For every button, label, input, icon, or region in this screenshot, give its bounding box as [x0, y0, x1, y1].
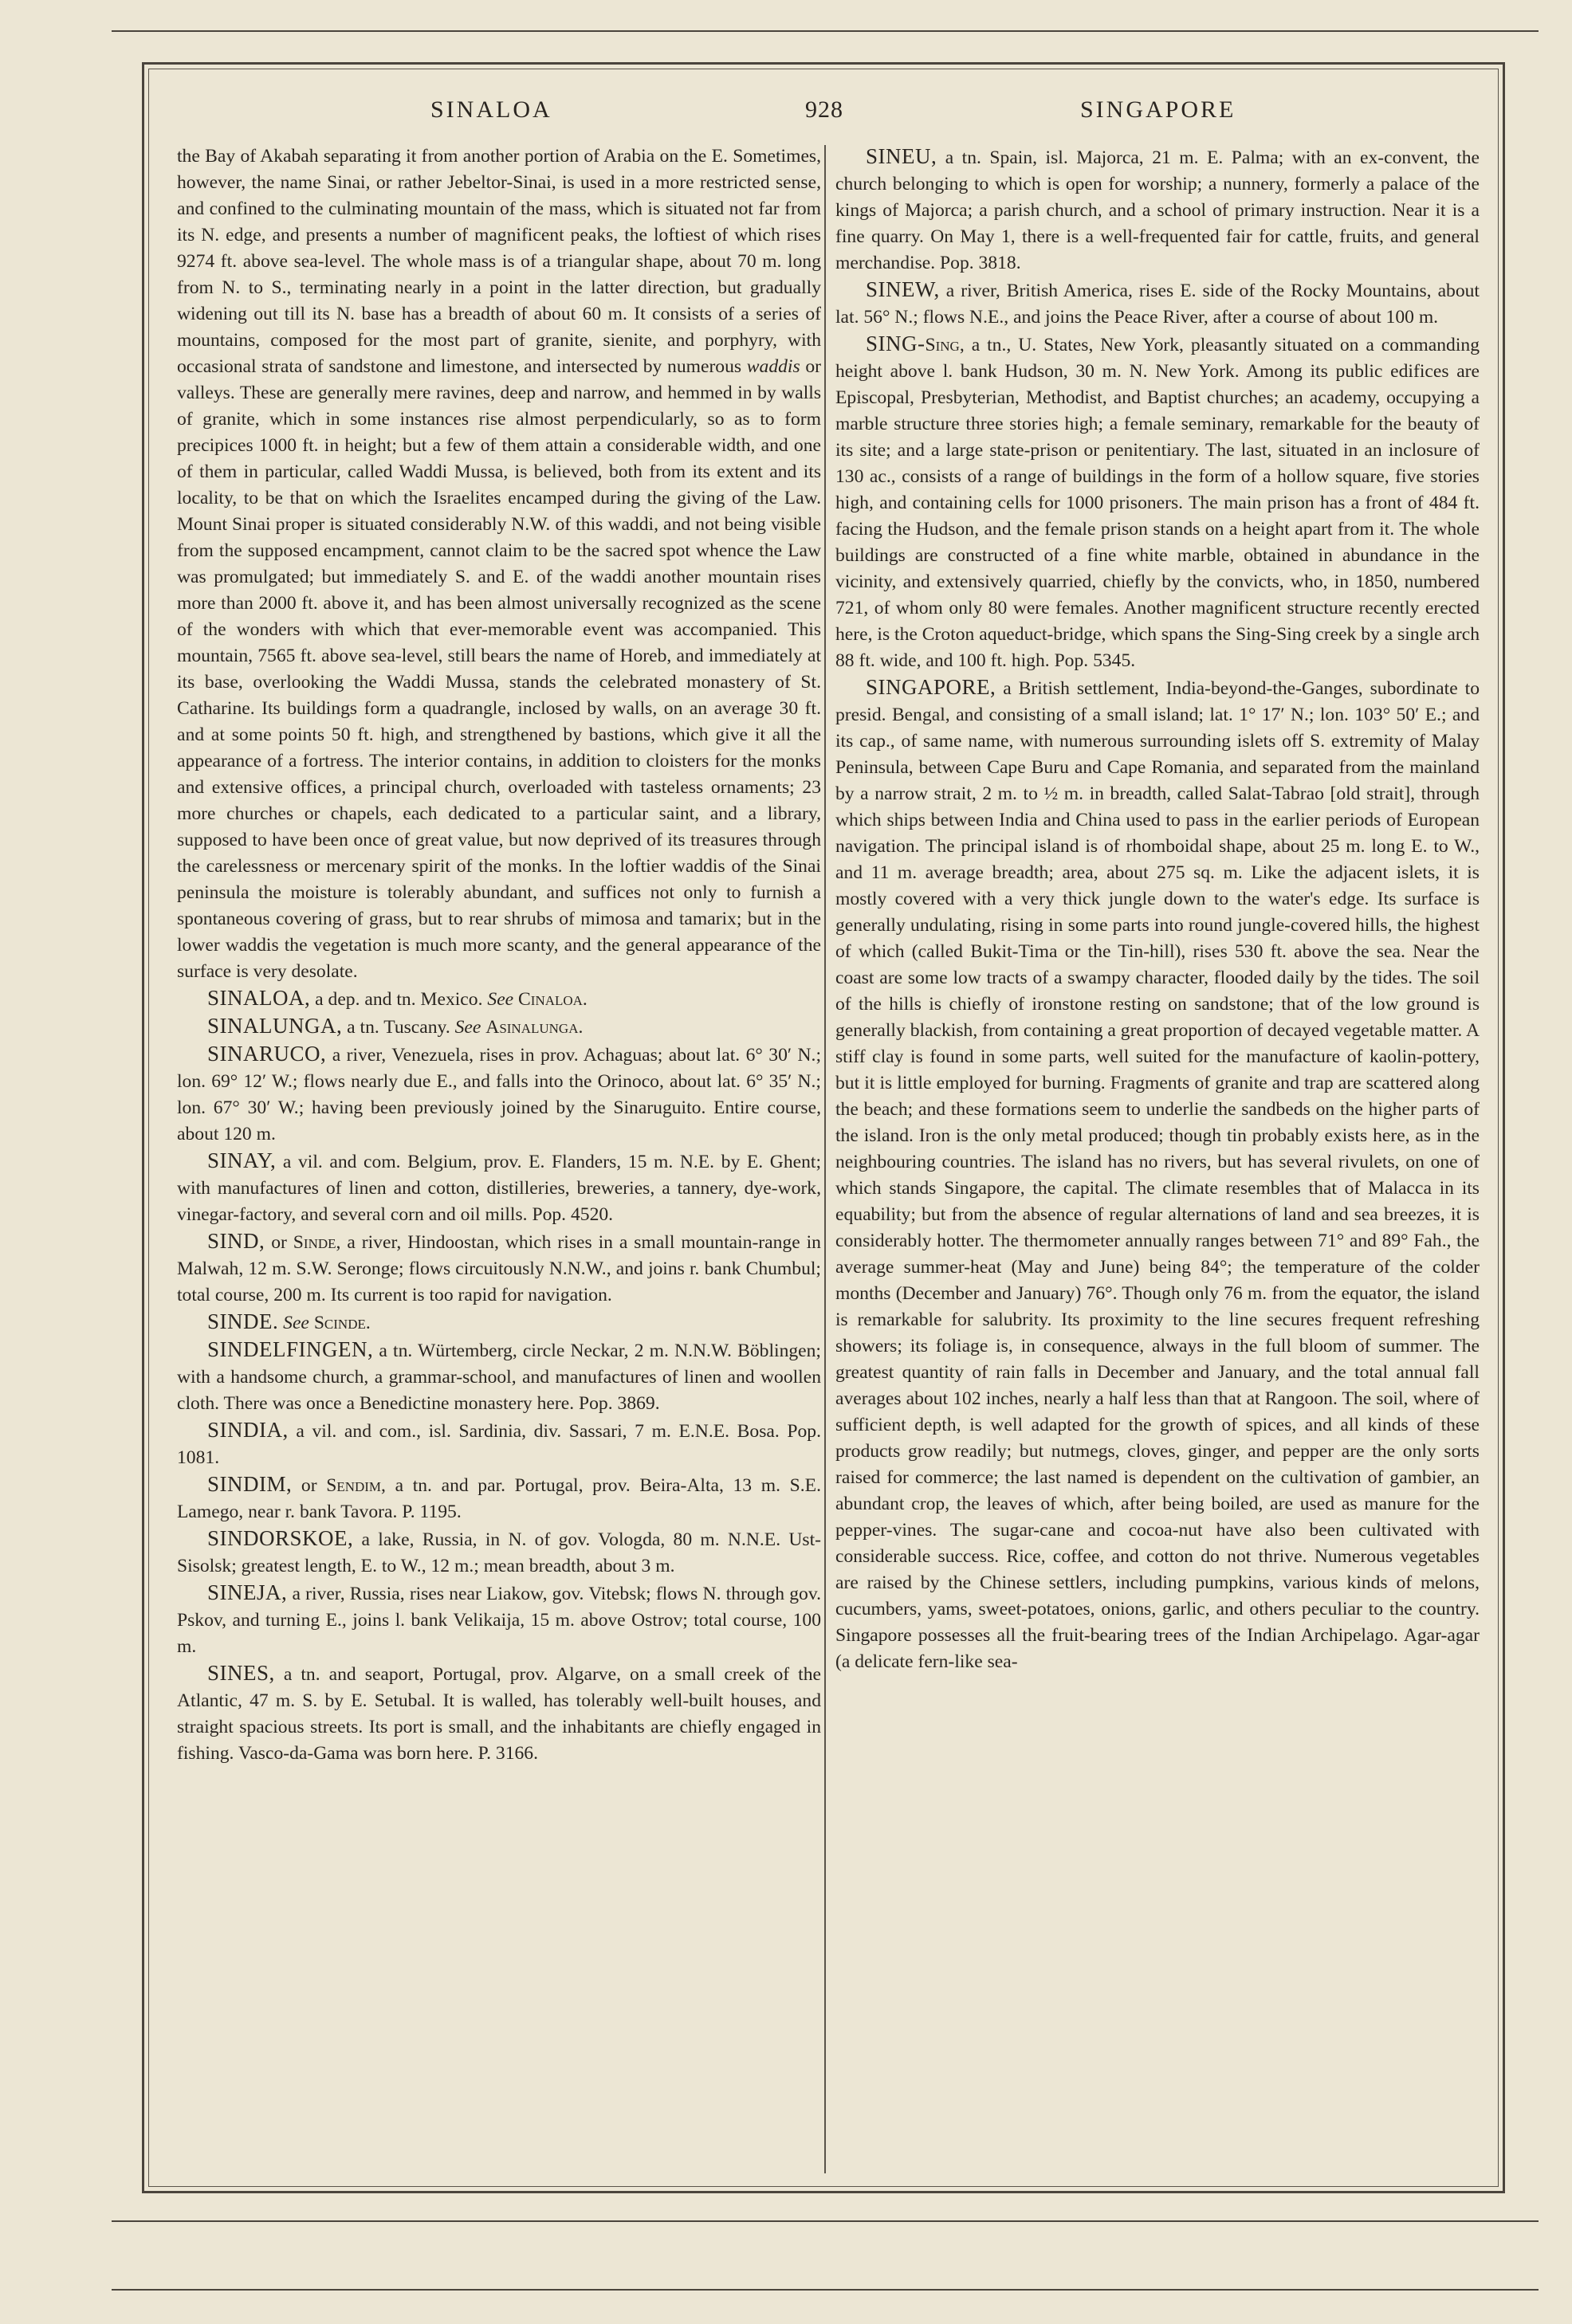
entry-sinay: SINAY, a vil. and com. Belgium, prov. E. Flanders, 15 m. N.E. by E. Ghent; with manufactures of linen and cotton, distilleries, breweries, a tannery, dye-work, vinegar-factory, and several corn and oil mills. Pop. 4520.: [177, 1148, 821, 1225]
entry-sind: SIND, or Sinde, a river, Hindoostan, which rises in a small mountain-range in Malwah, 12 m. S.W. Seronge; flows circuitously N.N.W., and joins r. bank Chumbul; total course, 200 m. Its current is too rapid for navigation.: [177, 1229, 821, 1305]
entry-sindia: SINDIA, a vil. and com., isl. Sardinia, div. Sassari, 7 m. E.N.E. Bosa. Pop. 1081.: [177, 1418, 821, 1468]
entry-sing-sing: SING-Sing, a tn., U. States, New York, pleasantly situated on a commanding height above l. bank Hudson, 30 m. N. New York. Among its public edifices are Episcopal, Presbyterian, Methodist, and Baptist churches; an academy, occupying a marble structure three stories high; a female seminary, remarkable for the beauty of its site; and a large state-prison or penitentiary. The last, situated in an inclosure of 130 ac., consists of a range of buildings in the form of a hollow square, five stories high, and containing cells for 1000 prisoners. The main prison has a front of 484 ft. facing the Hudson, and the female prison stands on a height apart from it. The whole buildings are constructed of a fine white marble, obtained in abundance in the vicinity, and extensively quarried, chiefly by the convicts, who, in 1850, numbered 721, of whom only 80 were females. Another magnificent structure recently erected here, is the Croton aqueduct-bridge, which spans the Sing-Sing creek by a single arch 88 ft. wide, and 100 ft. high. Pop. 5345.: [835, 332, 1480, 671]
entry-sines: SINES, a tn. and seaport, Portugal, prov. Algarve, on a small creek of the Atlantic, 47 m. S. by E. Setubal. It is walled, has tolerably well-built houses, and straight spacious streets. Its port is small, and the inhabitants are chiefly engaged in fishing. Vasco-da-Gama was born here. P. 3166.: [177, 1661, 821, 1764]
running-head-right: SINGAPORE: [1080, 96, 1236, 123]
entry-sinai-continuation: the Bay of Akabah separating it from another portion of Arabia on the E. Sometimes, however, the name Sinai, or rather Jebeltor-Sinai, is used in a more restricted sense, and confined to the culminating mountain of the mass, which is situated not far from its N. edge, and presents a number of magnificent peaks, the loftiest of which rises 9274 ft. above sea-level. The whole mass is of a triangular shape, about 70 m. long from N. to S., terminating nearly in a point in the latter direction, but gradually widening out till its N. base has a breadth of about 60 m. It consists of a series of mountains, composed for the most part of granite, sienite, and porphyry, with occasional strata of sandstone and limestone, and intersected by numerous waddis or valleys. These are generally mere ravines, deep and narrow, and hemmed in by walls of granite, which in some instances rise almost perpendicularly, so as to form precipices 1000 ft. in height; but a few of them attain a considerable width, and one of them in particular, called Waddi Mussa, is believed, both from its extent and its locality, to be that on which the Israelites encamped during the giving of the Law. Mount Sinai proper is situated considerably N.W. of this waddi, and not being visible from the supposed encampment, cannot claim to be the sacred spot whence the Law was promulgated; but immediately S. and E. of the waddi another mountain rises more than 2000 ft. above it, and has been almost universally recognized as the scene of the wonders with which that ever-memorable event was accompanied. This mountain, 7565 ft. above sea-level, still bears the name of Horeb, and immediately at its base, overlooking the Waddi Mussa, stands the celebrated monastery of St. Catharine. Its buildings form a quadrangle, inclosed by walls, on an average 30 ft. and at some points 50 ft. high, and strengthened by bastions, which give it all the appearance of a fortress. The interior contains, in addition to cloisters for the monks and extensive offices, a principal church, overloaded with tasteless ornaments; 23 more churches or chapels, each dedicated to a particular saint, and a library, supposed to have been once of great value, but now deprived of its treasures through the carelessness or mercenary spirit of the monks. In the loftier waddis of the Sinai peninsula the moisture is tolerably abundant, and suffices not only to furnish a spontaneous covering of grass, but to rear shrubs of mimosa and tamarix; but in the lower waddis the vegetation is much more scanty, and the general appearance of the surface is very desolate.: [177, 146, 821, 982]
entry-sindim: SINDIM, or Sendim, a tn. and par. Portugal, prov. Beira-Alta, 13 m. S.E. Lamego, near r. bank Tavora. P. 1195.: [177, 1472, 821, 1522]
entry-sindelfingen: SINDELFINGEN, a tn. Würtemberg, circle Neckar, 2 m. N.N.W. Böblingen; with a handsome church, a grammar-school, and manufactures of linen and woollen cloth. There was once a Benedictine monastery here. Pop. 3869.: [177, 1337, 821, 1414]
entry-sineja: SINEJA, a river, Russia, rises near Liakow, gov. Vitebsk; flows N. through gov. Pskov, and turning E., joins l. bank Velikaija, 15 m. above Ostrov; total course, 100 m.: [177, 1580, 821, 1657]
left-column: [177, 143, 821, 2184]
column-divider: [824, 145, 826, 2173]
entry-sinew: SINEW, a river, British America, rises E. side of the Rocky Mountains, about lat. 56° N.; flows N.E., and joins the Peace River, after a course of about 100 m.: [835, 277, 1480, 328]
top-rule: [112, 30, 1539, 32]
bottom-rule: [112, 2289, 1539, 2291]
entry-singapore: SINGAPORE, a British settlement, India-beyond-the-Ganges, subordinate to presid. Bengal, and consisting of a small island; lat. 1° 17′ N.; lon. 103° 50′ E.; and its cap., of same name, with numerous surrounding islets off S. extremity of Malay Peninsula, between Cape Buru and Cape Romania, and separated from the mainland by a narrow strait, 2 m. to ½ m. in breadth, called Salat-Tabrao [old strait], through which ships between India and China used to pass in the earlier periods of European navigation. The principal island is of rhomboidal shape, about 25 m. long E. to W., and 11 m. average breadth; area, about 275 sq. m. Like the adjacent islets, it is mostly covered with a very thick jungle down to the water's edge. Its surface is generally undulating, rising in some parts into round jungle-covered hills, the highest of which (called Bukit-Tima or the Tin-hill), rises 530 ft. above the sea. Near the coast are some low tracts of a swampy character, flooded daily by the tides. The soil of the hills is chiefly of ironstone resting on sandstone; that of the low ground is generally blackish, from containing a great proportion of decayed vegetable matter. A stiff clay is found in some parts, well suited for the manufacture of kaolin-pottery, but it is little employed for burning. Fragments of granite and trap are scattered along the beach; and these formations seem to underlie the sandbeds on the higher parts of the island. Iron is the only metal produced; though tin probably exists here, as in the neighbouring countries. The island has no rivers, but has several rivulets, on one of which stands Singapore, the capital. The climate resembles that of Malacca in its equability; but from the absence of regular alternations of land and sea breezes, it is considerably hotter. The thermometer annually ranges between 71° and 89° Fah., the average summer-heat (May and June) being 84°; the temperature of the colder months (December and January) 76°. Though only 76 m. from the equator, the island is remarkable for salubrity. Its proximity to the line secures frequent refreshing showers; its foliage is, in consequence, always in the full bloom of summer. The greatest quantity of rain falls in December and January, and the total annual fall averages about 102 inches, nearly a half less than that at Rangoon. The soil, where of sufficient depth, is well adapted for the growth of spices, and all kinds of these products grow readily; but nutmegs, cloves, ginger, and pepper are the only sorts raised for commerce; the last named is dependent on the cultivation of gambier, an abundant crop, the leaves of which, after being boiled, are used as manure for the pepper-vines. The sugar-cane and cocoa-nut have also been cultivated with considerable success. Rice, coffee, and cotton do not thrive. Numerous vegetables are raised by the Chinese settlers, including pumpkins, various kinds of melons, cucumbers, yams, sweet-potatoes, onions, garlic, and others peculiar to the country. Singapore possesses all the fruit-bearing trees of the Indian Archipelago. Agar-agar (a delicate fern-like sea-: [835, 675, 1480, 1672]
entry-sinde: SINDE. See Scinde.: [207, 1309, 371, 1333]
bottom-rule-secondary: [112, 2220, 1539, 2222]
right-column: [835, 143, 1480, 2184]
entry-sinaruco: SINARUCO, a river, Venezuela, rises in prov. Achaguas; about lat. 6° 30′ N.; lon. 69° 12′ W.; flows nearly due E., and falls into the Orinoco, about lat. 6° 35′ N.; lon. 67° 30′ W.; having been previously joined by the Sinaruguito. Entire course, about 120 m.: [177, 1042, 821, 1144]
page-number: 928: [805, 96, 843, 123]
entry-sinalunga: SINALUNGA, a tn. Tuscany. See Asinalunga.: [207, 1014, 584, 1038]
entry-sindorskoe: SINDORSKOE, a lake, Russia, in N. of gov. Vologda, 80 m. N.N.E. Ust-Sisolsk; greatest length, E. to W., 12 m.; mean breadth, about 3 m.: [177, 1526, 821, 1576]
entry-sineu: SINEU, a tn. Spain, isl. Majorca, 21 m. E. Palma; with an ex-convent, the church belonging to which is open for worship; a nunnery, formerly a palace of the kings of Majorca; a parish church, and a school of primary instruction. Near it is a fine quarry. On May 1, there is a well-frequented fair for cattle, fruits, and general merchandise. Pop. 3818.: [835, 144, 1480, 273]
running-head-left: SINALOA: [430, 96, 552, 123]
entry-sinaloa: SINALOA, a dep. and tn. Mexico. See Cinaloa.: [207, 986, 588, 1010]
